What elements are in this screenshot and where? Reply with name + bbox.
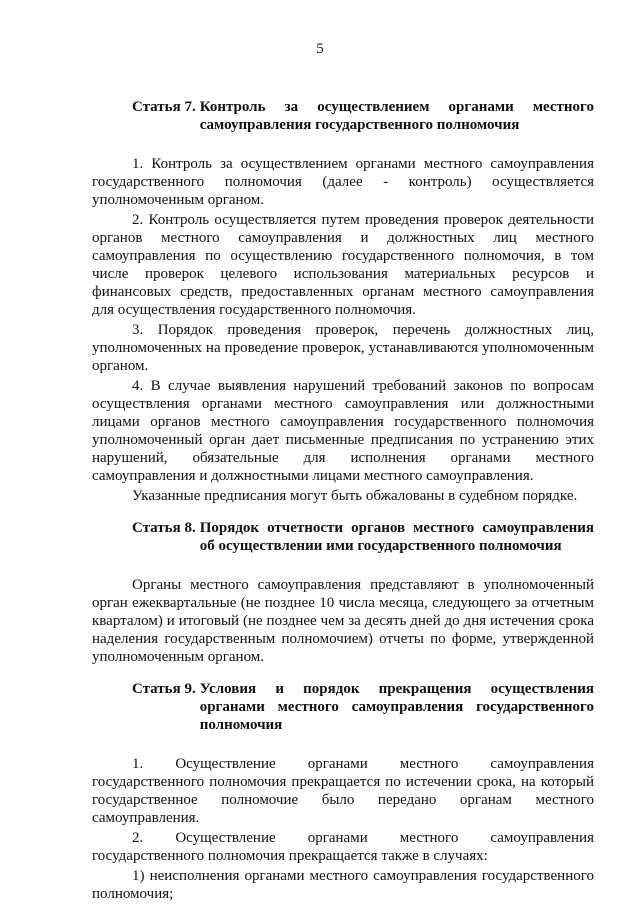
article-7-paragraph-1: 1. Контроль за осуществлением органами местного самоуправления государственного полномочия (далее - контроль) осуществляется уполномоченным органом. [92,156,594,208]
article-7-paragraph-2: 2. Контроль осуществляется путем проведения проверок деятельности органов местного самоуправления и должностных лиц местного самоуправления по осуществлению государственного полномочия, в том числе проверок целевого использования материальных ресурсов и финансовых средств, предоставленных органам местного самоуправления для осуществления государственного полномочия. [92,212,594,318]
article-8-heading [92,519,594,555]
article-8-label: Статья 8. [132,520,196,536]
article-9-paragraph-2: 2. Осуществление органами местного самоуправления государственного полномочия прекращается также в случаях: [92,830,594,864]
article-7-label: Статья 7. [132,99,196,115]
article-9-paragraph-1: 1. Осуществление органами местного самоуправления государственного полномочия прекращается по истечении срока, на который государственное полномочие было передано органам местного самоуправления. [92,756,594,826]
article-7-paragraph-3: 3. Порядок проведения проверок, перечень должностных лиц, уполномоченных на проведение проверок, устанавливаются уполномоченным органом. [92,322,594,374]
article-8-paragraph-1: Органы местного самоуправления представляют в уполномоченный орган ежеквартальные (не позднее 10 числа месяца, следующего за отчетным кварталом) и итоговый (не позднее чем за десять дней до дня истечения срока наделения государственным полномочием) отчеты по форме, утвержденной уполномоченным органом. [92,577,594,665]
article-7-heading [92,98,594,134]
article-9-heading [92,680,594,734]
article-8-title: Порядок отчетности органов местного самоуправления об осуществлении ими государственного полномочия [199,520,594,554]
article-9-paragraph-3: 1) неисполнения органами местного самоуправления государственного полномочия; [92,868,594,902]
article-9-label: Статья 9. [132,681,196,697]
article-7-paragraph-4: 4. В случае выявления нарушений требований законов по вопросам осуществления органами местного самоуправления или должностными лицами органов местного самоуправления государственного полномочия уполномоченный орган дает письменные предписания по устранению этих нарушений, обязательные для исполнения органами местного самоуправления и должностными лицами местного самоуправления. [92,378,594,484]
page-number: 5 [316,41,324,57]
article-9-title: Условия и порядок прекращения осуществления органами местного самоуправления государственного полномочия [199,681,594,733]
article-7-paragraph-5: Указанные предписания могут быть обжалованы в судебном порядке. [132,488,578,504]
article-7-title: Контроль за осуществлением органами местного самоуправления государственного полномочия [199,99,594,133]
